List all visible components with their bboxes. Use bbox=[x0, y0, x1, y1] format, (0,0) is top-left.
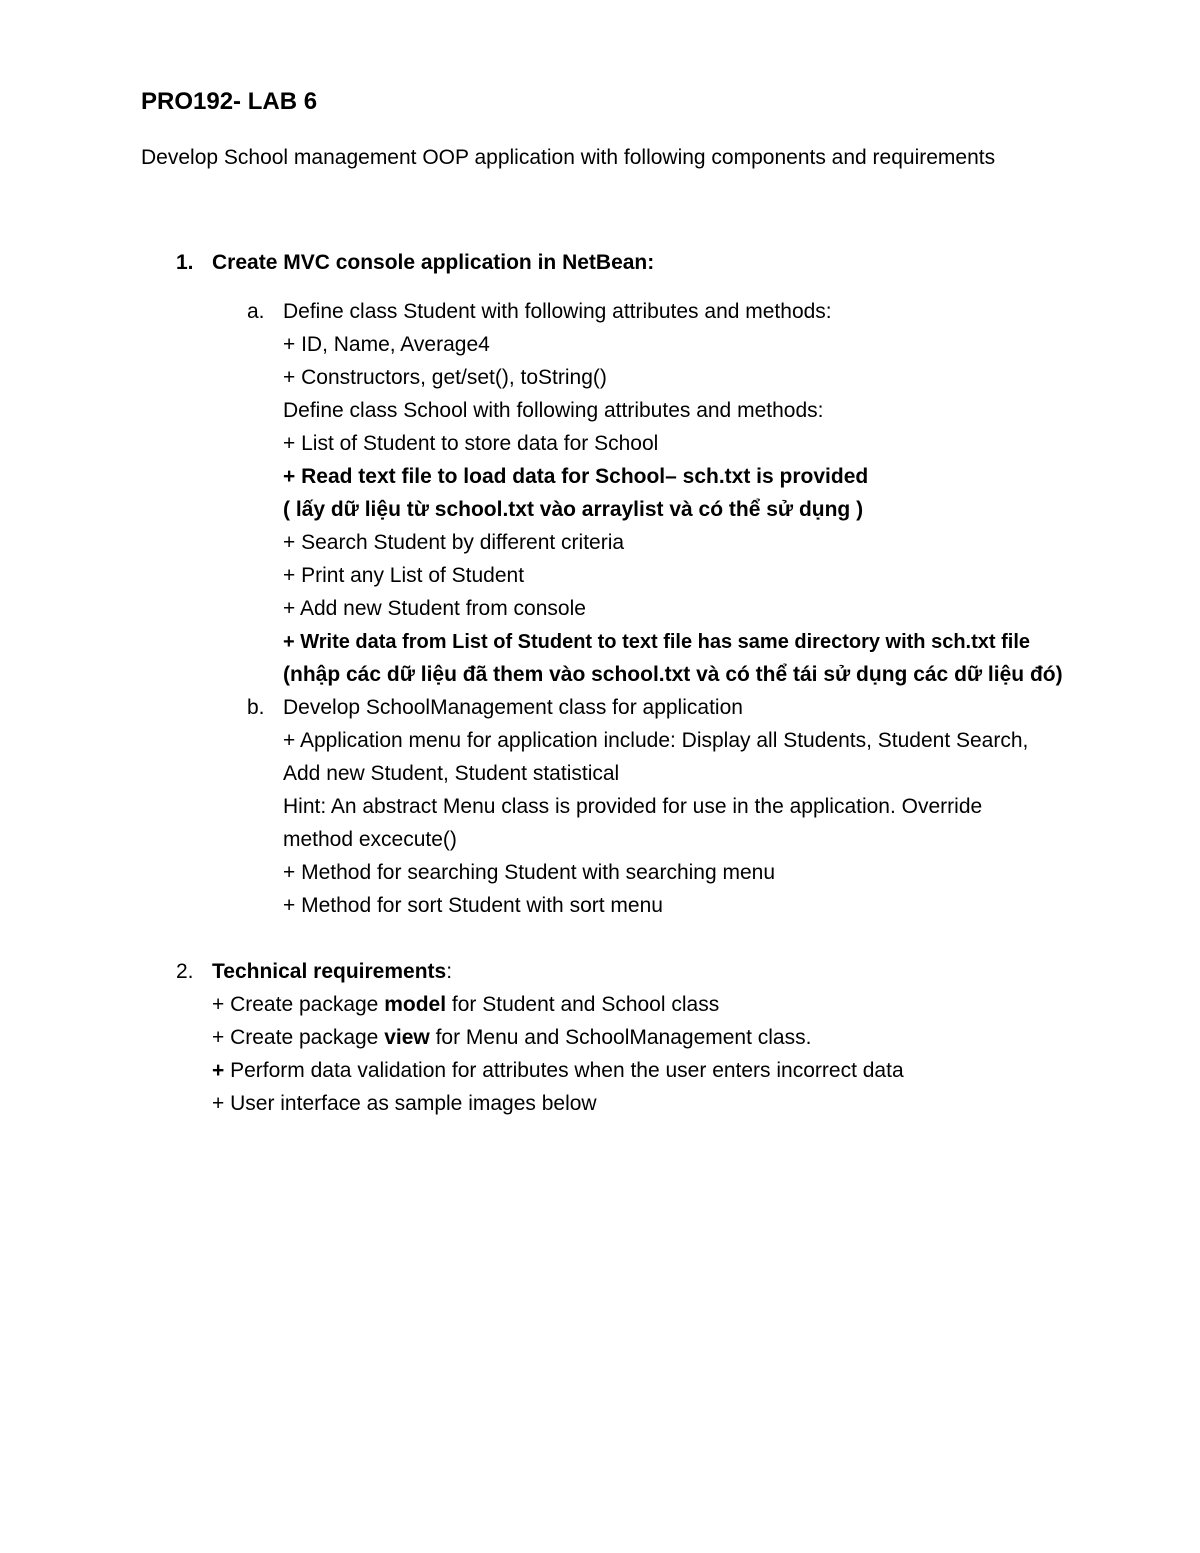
item-a-line: + Search Student by different criteria bbox=[283, 531, 625, 554]
item-b-line: Develop SchoolManagement class for application bbox=[283, 696, 743, 719]
section2-heading-colon: : bbox=[446, 960, 453, 983]
item-b-line: + Application menu for application include: Display all Students, Student Search, bbox=[283, 729, 1029, 752]
section2-line-pre: + Create package bbox=[212, 1026, 385, 1049]
item-b-line: Hint: An abstract Menu class is provided for use in the application. Override bbox=[283, 795, 983, 818]
section2-number: 2. bbox=[176, 960, 194, 983]
item-a-line: + Constructors, get/set(), toString() bbox=[283, 366, 607, 389]
item-a-line: + List of Student to store data for School bbox=[283, 432, 659, 455]
item-a-line: Define class Student with following attributes and methods: bbox=[283, 300, 832, 323]
item-b-marker: b. bbox=[247, 696, 265, 719]
intro-paragraph: Develop School management OOP application with following components and requirements bbox=[141, 146, 996, 169]
item-a-line: + ID, Name, Average4 bbox=[283, 333, 490, 356]
item-a-line: + Read text file to load data for School– sch.txt is provided bbox=[283, 465, 869, 488]
section2-line-pre: + Create package bbox=[212, 993, 385, 1016]
item-b-line: Add new Student, Student statistical bbox=[283, 762, 620, 785]
item-b-line: method excecute() bbox=[283, 828, 457, 851]
section1-number: 1. bbox=[176, 251, 194, 274]
section2-line-post: for Menu and SchoolManagement class. bbox=[429, 1026, 812, 1049]
section2-line bbox=[212, 1090, 597, 1118]
section2-line bbox=[212, 991, 719, 1019]
section2-heading bbox=[212, 958, 452, 986]
page-title: PRO192- LAB 6 bbox=[141, 88, 318, 115]
item-a-line: + Write data from List of Student to text file has same directory with sch.txt file bbox=[283, 631, 1030, 653]
item-a-line: Define class School with following attributes and methods: bbox=[283, 399, 824, 422]
section2-line-post: for Student and School class bbox=[446, 993, 720, 1016]
item-b-line: + Method for searching Student with searching menu bbox=[283, 861, 776, 884]
item-a-marker: a. bbox=[247, 300, 265, 323]
section2-line-bold: model bbox=[384, 993, 447, 1016]
section2-line bbox=[212, 1024, 811, 1052]
item-a-line: ( lấy dữ liệu từ school.txt vào arraylist và có thể sử dụng ) bbox=[283, 498, 864, 521]
section2-line-bold: view bbox=[384, 1026, 430, 1049]
section2-line-post: Perform data validation for attributes when the user enters incorrect data bbox=[224, 1059, 904, 1082]
section1-heading: Create MVC console application in NetBean: bbox=[212, 251, 655, 274]
section2-line-pre: + User interface as sample images below bbox=[212, 1092, 597, 1115]
item-a-line: + Print any List of Student bbox=[283, 564, 525, 587]
item-a-line: + Add new Student from console bbox=[283, 597, 586, 620]
item-b-line: + Method for sort Student with sort menu bbox=[283, 894, 663, 917]
section2-line-bold: + bbox=[212, 1059, 225, 1082]
section2-heading-text: Technical requirements bbox=[212, 960, 447, 983]
item-a-line: (nhập các dữ liệu đã them vào school.txt và có thể tái sử dụng các dữ liệu đó) bbox=[283, 663, 1063, 686]
section2-line bbox=[212, 1057, 904, 1085]
